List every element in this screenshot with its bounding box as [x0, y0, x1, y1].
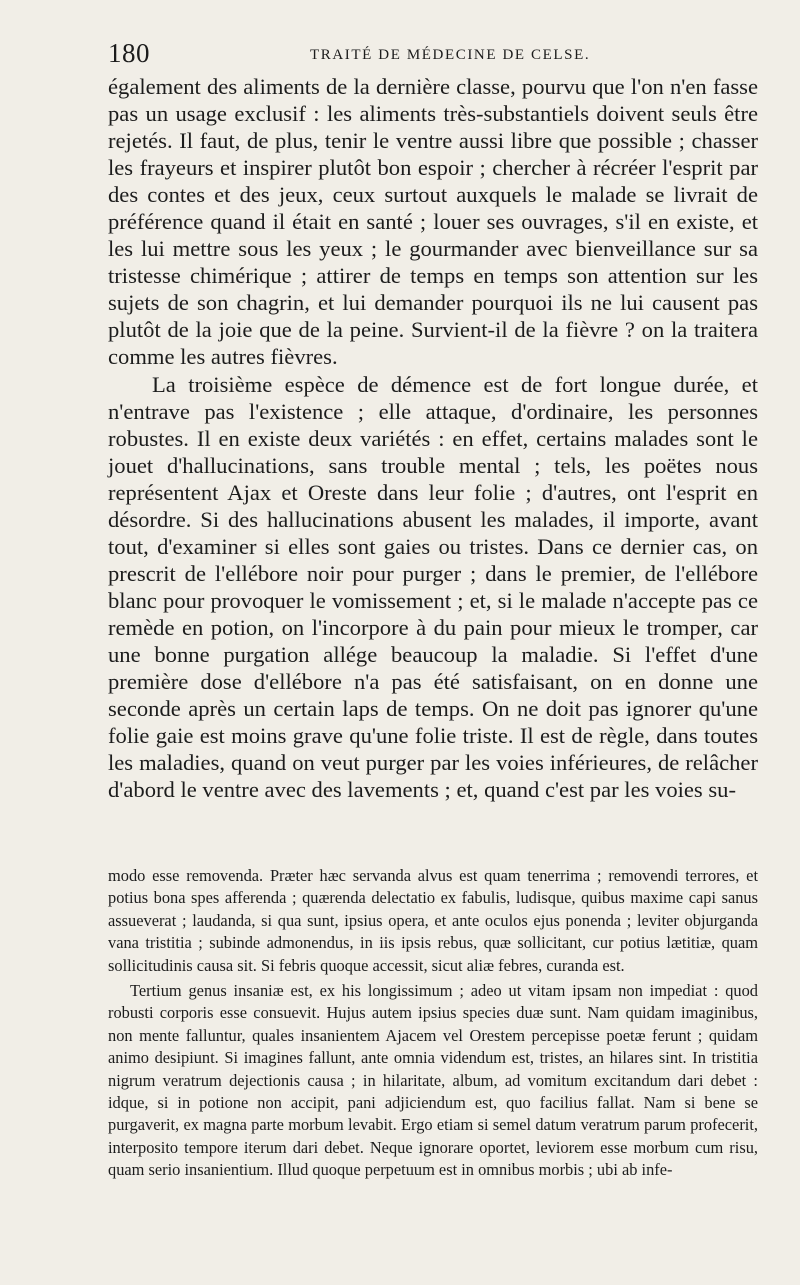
running-title: TRAITÉ DE MÉDECINE DE CELSE. [310, 47, 591, 63]
french-paragraph-1: également des aliments de la dernière classe, pourvu que l'on n'en fasse pas un usage exclusif : les aliments très-substantiels doivent seuls être rejetés. Il faut, de plus, tenir le ventre aussi libre que possible ; chasser les frayeurs et inspirer plutôt bon espoir ; chercher à récréer l'esprit par des contes et des jeux, ceux surtout auxquels le malade se livrait de préférence quand il était en santé ; louer ses ouvrages, s'il en existe, et les lui mettre sous les yeux ; le gourmander avec bienveillance sur sa tristesse chimérique ; attirer de temps en temps son attention sur les sujets de son chagrin, et lui demander pourquoi ils ne lui causent pas plutôt de la joie que de la peine. Survient-il de la fièvre ? on la traitera comme les autres fièvres. [108, 74, 758, 370]
page-header [108, 38, 758, 68]
french-paragraph-2: La troisième espèce de démence est de fort longue durée, et n'entrave pas l'existence ; elle attaque, d'ordinaire, les personnes robustes. Il en existe deux variétés : en effet, certains malades sont le jouet d'hallucinations, sans trouble mental ; tels, les poëtes nous représentent Ajax et Oreste dans leur folie ; d'autres, ont l'esprit en désordre. Si des hallucinations abusent les malades, il importe, avant tout, d'examiner si elles sont gaies ou tristes. Dans ce dernier cas, on prescrit de l'ellébore noir pour purger ; dans le premier, de l'ellébore blanc pour provoquer le vomissement ; et, si le malade n'accepte pas ce remède en potion, on l'incorpore à du pain pour mieux le tromper, car une bonne purgation allége beaucoup la maladie. Si l'effet d'une première dose d'ellébore n'a pas été satisfaisant, on en donne une seconde après un certain laps de temps. On ne doit pas ignorer qu'une folie gaie est moins grave qu'une folie triste. Il est de règle, dans toutes les maladies, quand on veut purger par les voies inférieures, de relâcher d'abord le ventre avec des lavements ; et, quand c'est par les voies su- [108, 371, 758, 803]
latin-paragraph-1: modo esse removenda. Præter hæc servanda alvus est quam tenerrima ; removendi terrores, et potius bona spes afferenda ; quærenda delectatio ex fabulis, ludisque, quibus maxime capi sanus assueverat ; laudanda, si qua sunt, ipsius opera, et ante oculos ejus ponenda ; leviter objurganda vana tristitia ; subinde admonendus, in iis ipsis rebus, quæ sollicitant, cur potius lætitiæ, quam sollicitudinis causa sit. Si febris quoque accessit, sicut aliæ febres, curanda est. [108, 866, 758, 975]
page-number: 180 [108, 38, 150, 68]
french-translation [108, 73, 758, 803]
latin-paragraph-2: Tertium genus insaniæ est, ex his longissimum ; adeo ut vitam ipsam non impediat : quod robusti corporis esse consuevit. Hujus autem ipsius species duæ sunt. Nam quidam imaginibus, non mente falluntur, quales insanientem Ajacem vel Orestem percepisse poetæ ferunt ; quidam animo desipiunt. Si imagines fallunt, ante omnia videndum est, tristes, an hilares sint. In tristitia nigrum veratrum dejectionis causa ; in hilaritate, album, ad vomitum excitandum dari debet : idque, si in potione non accipit, pani adjiciendum est, quo facilius fallat. Nam si bene se purgaverit, ex magna parte morbum levabit. Ergo etiam si semel datum veratrum parum profecerit, interposito tempore iterum dari debet. Neque ignorare oportet, leviorem esse morbum cum risu, quam serio insanientium. Illud quoque perpetuum est in omnibus morbis ; ubi ab infe- [108, 981, 758, 1180]
latin-original [108, 865, 758, 1182]
